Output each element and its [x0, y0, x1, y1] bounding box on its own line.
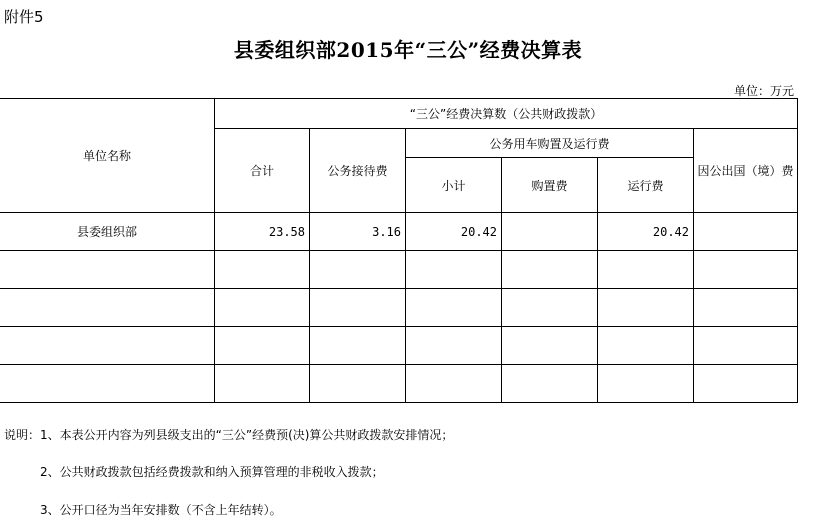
empty-cell [598, 251, 694, 289]
empty-cell [406, 365, 502, 403]
expense-table [0, 98, 798, 403]
header-operation: 运行费 [598, 158, 694, 213]
empty-cell [598, 327, 694, 365]
document-title: 县委组织部2015年“三公”经费决算表 [233, 38, 583, 62]
header-subtotal: 小计 [406, 158, 502, 213]
header-reception: 公务接待费 [310, 129, 406, 213]
empty-cell [0, 327, 215, 365]
note-line-2: 2、公共财政拨款包括经费拨款和纳入预算管理的非税收入拨款； [40, 465, 384, 479]
empty-cell [310, 251, 406, 289]
empty-cell [502, 327, 598, 365]
table-row [0, 213, 798, 251]
empty-cell [215, 289, 310, 327]
unit-label: 单位：万元 [733, 84, 794, 98]
attachment-label: 附件5 [4, 8, 44, 26]
header-purchase: 购置费 [502, 158, 598, 213]
empty-cell [694, 289, 798, 327]
note-line-3: 3、公开口径为当年安排数（不含上年结转）。 [40, 503, 282, 517]
cell-unit-name: 县委组织部 [0, 213, 215, 251]
empty-cell [0, 289, 215, 327]
empty-cell [694, 251, 798, 289]
cell-subtotal: 20.42 [406, 213, 502, 251]
empty-cell [310, 289, 406, 327]
empty-cell [502, 251, 598, 289]
table-row [0, 365, 798, 403]
empty-cell [310, 365, 406, 403]
empty-cell [406, 327, 502, 365]
empty-cell [406, 251, 502, 289]
header-total: 合计 [215, 129, 310, 213]
header-vehicle-group: 公务用车购置及运行费 [406, 129, 694, 158]
empty-cell [694, 365, 798, 403]
empty-cell [215, 327, 310, 365]
cell-purchase [502, 213, 598, 251]
empty-cell [502, 289, 598, 327]
header-unit-name: 单位名称 [0, 99, 215, 213]
empty-cell [598, 289, 694, 327]
empty-cell [502, 365, 598, 403]
empty-cell [406, 289, 502, 327]
empty-cell [215, 251, 310, 289]
header-group: “三公”经费决算数（公共财政拨款） [215, 99, 798, 129]
cell-reception: 3.16 [310, 213, 406, 251]
empty-cell [0, 251, 215, 289]
note-line-1: 说明：1、本表公开内容为列县级支出的“三公”经费预(决)算公共财政拨款安排情况； [4, 428, 454, 442]
empty-cell [310, 327, 406, 365]
cell-total: 23.58 [215, 213, 310, 251]
cell-operation: 20.42 [598, 213, 694, 251]
empty-cell [694, 327, 798, 365]
empty-cell [0, 365, 215, 403]
table-row [0, 327, 798, 365]
table-row [0, 289, 798, 327]
table-row [0, 251, 798, 289]
header-abroad: 因公出国（境）费 [694, 129, 798, 213]
cell-abroad [694, 213, 798, 251]
empty-cell [215, 365, 310, 403]
empty-cell [598, 365, 694, 403]
